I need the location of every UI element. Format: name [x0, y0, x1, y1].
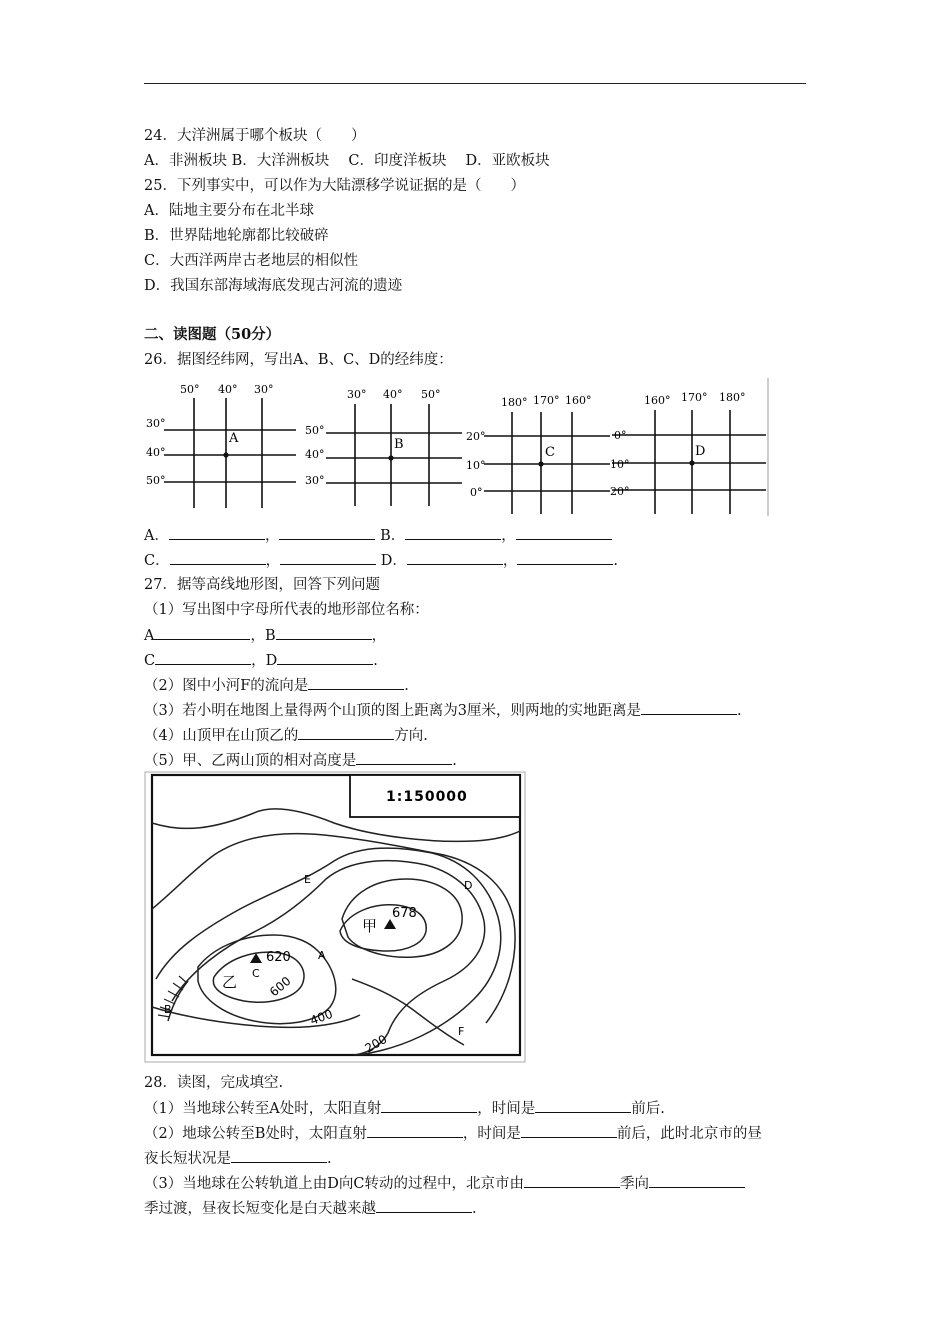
- grid-c-point: C: [545, 445, 555, 460]
- q27-part-5: （5）甲、乙两山顶的相对高度是 .: [144, 750, 457, 771]
- q27-ab-row: A ，B ，: [144, 625, 386, 646]
- answer-blank[interactable]: [367, 1123, 463, 1138]
- grid-c-side-1: 20°: [466, 430, 486, 443]
- q27-part-3: （3）若小明在地图上量得两个山顶的图上距离为3厘米，则两地的实地距离是 .: [144, 700, 742, 721]
- answer-blank[interactable]: [649, 1173, 745, 1188]
- q25-option-d: D．我国东部海域海底发现古河流的遗迹: [144, 278, 403, 294]
- grid-d-side-3: 20°: [610, 485, 630, 498]
- answer-blank[interactable]: [169, 525, 265, 540]
- q27-part-1: （1）写出图中字母所代表的地形部位名称：: [144, 602, 429, 618]
- q25-option-a: A．陆地主要分布在北半球: [144, 203, 314, 219]
- grid-d-side-2: 10°: [610, 458, 630, 471]
- answer-blank[interactable]: [231, 1148, 327, 1163]
- answer-blank[interactable]: [170, 550, 266, 565]
- answer-blank[interactable]: [277, 650, 373, 665]
- q28-stem: 28．读图，完成填空.: [144, 1075, 284, 1091]
- q24-options: A．非洲板块 B．大洋洲板块 C．印度洋板块 D．亚欧板块: [144, 153, 550, 169]
- grid-a-top-2: 40°: [218, 383, 238, 396]
- contour-600-label: 600: [266, 973, 294, 1000]
- map-label-c: C: [252, 967, 260, 980]
- grid-a-point: A: [229, 431, 239, 446]
- grid-b-top-2: 40°: [383, 388, 403, 401]
- q26-answer-row-2: C． ， D． ， .: [144, 550, 618, 571]
- answer-blank[interactable]: [521, 1123, 617, 1138]
- answer-blank[interactable]: [535, 1098, 631, 1113]
- answer-blank[interactable]: [376, 1198, 472, 1213]
- grid-d: [610, 391, 766, 514]
- q25-option-c: C．大西洋两岸古老地层的相似性: [144, 253, 359, 269]
- grid-a-top-1: 50°: [180, 383, 200, 396]
- grid-c-top-1: 180°: [501, 396, 528, 409]
- contour-200-label: 200: [362, 1032, 390, 1056]
- grid-c-top-3: 160°: [565, 394, 592, 407]
- answer-blank[interactable]: [516, 525, 612, 540]
- answer-blank[interactable]: [308, 675, 404, 690]
- grid-c-top-2: 170°: [533, 394, 560, 407]
- map-label-b: B: [164, 1003, 172, 1016]
- peak-jia-label: 甲: [362, 917, 378, 935]
- answer-blank[interactable]: [517, 550, 613, 565]
- answer-blank[interactable]: [154, 625, 250, 640]
- contour-400-label: 400: [308, 1006, 335, 1028]
- map-scale: 1:150000: [386, 789, 468, 805]
- grid-a-side-1: 30°: [146, 417, 166, 430]
- q26-stem: 26．据图经纬网，写出A、B、C、D的经纬度：: [144, 352, 453, 368]
- grid-b-top-1: 30°: [347, 388, 367, 401]
- grid-b: [305, 388, 462, 506]
- peak-jia-elevation: 678: [392, 906, 417, 921]
- map-label-e: E: [304, 873, 311, 886]
- grid-b-side-2: 40°: [305, 448, 325, 461]
- answer-blank[interactable]: [381, 1098, 477, 1113]
- header-rule: [144, 83, 806, 84]
- map-label-f: F: [458, 1025, 465, 1038]
- answer-blank[interactable]: [279, 525, 375, 540]
- answer-blank[interactable]: [280, 550, 376, 565]
- grid-d-point: D: [695, 444, 706, 459]
- grid-a: [146, 383, 296, 508]
- q27-cd-row: C ，D .: [144, 650, 378, 671]
- point-a-dot: [223, 452, 228, 457]
- point-c-dot: [538, 461, 543, 466]
- grid-b-point: B: [394, 437, 404, 452]
- answer-blank[interactable]: [407, 550, 503, 565]
- q27-stem: 27．据等高线地形图，回答下列问题: [144, 577, 380, 593]
- q26-answer-row-1: A． ， B． ，: [144, 525, 612, 546]
- q28-part-2: （2）地球公转至B处时，太阳直射 ，时间是 前后，此时北京市的昼: [144, 1123, 762, 1144]
- map-label-a: A: [318, 949, 326, 962]
- contour-map: [144, 771, 526, 1063]
- answer-blank[interactable]: [155, 650, 251, 665]
- grid-d-top-3: 180°: [719, 391, 746, 404]
- q25-option-b: B．世界陆地轮廓都比较破碎: [144, 228, 329, 244]
- answer-blank[interactable]: [298, 725, 394, 740]
- grid-a-side-2: 40°: [146, 446, 166, 459]
- answer-blank[interactable]: [405, 525, 501, 540]
- grid-d-top-1: 160°: [644, 394, 671, 407]
- grid-a-side-3: 50°: [146, 474, 166, 487]
- grid-d-top-2: 170°: [681, 391, 708, 404]
- answer-blank[interactable]: [276, 625, 372, 640]
- peak-yi-label: 乙: [222, 973, 238, 991]
- grid-b-side-3: 30°: [305, 474, 325, 487]
- graticule-figure: [144, 376, 770, 518]
- grid-c-side-3: 0°: [470, 486, 483, 499]
- q24-stem: 24．大洋洲属于哪个板块（ ）: [144, 128, 366, 144]
- grid-c-side-2: 10°: [466, 459, 486, 472]
- grid-b-top-3: 50°: [421, 388, 441, 401]
- grid-a-top-3: 30°: [254, 383, 274, 396]
- answer-blank[interactable]: [524, 1173, 620, 1188]
- q27-part-2: （2）图中小河F的流向是 .: [144, 675, 409, 696]
- grid-b-side-1: 50°: [305, 424, 325, 437]
- q28-part-3: （3）当地球在公转轨道上由D向C转动的过程中，北京市由 季向: [144, 1173, 745, 1194]
- q25-stem: 25．下列事实中，可以作为大陆漂移学说证据的是（ ）: [144, 178, 525, 194]
- section-title: 二、读图题（50分）: [144, 326, 281, 343]
- grid-d-side-1: 0°: [614, 429, 627, 442]
- peak-yi-elevation: 620: [266, 950, 291, 965]
- q28-part-3-cont: 季过渡，昼夜长短变化是白天越来越 .: [144, 1198, 477, 1219]
- answer-blank[interactable]: [641, 700, 737, 715]
- answer-blank[interactable]: [356, 750, 452, 765]
- point-d-dot: [689, 460, 694, 465]
- grid-c: [466, 394, 610, 514]
- map-label-d: D: [464, 879, 473, 892]
- q28-part-1: （1）当地球公转至A处时，太阳直射 ，时间是 前后.: [144, 1098, 665, 1119]
- q27-part-4: （4）山顶甲在山顶乙的 方向.: [144, 725, 428, 746]
- q28-part-2-cont: 夜长短状况是 .: [144, 1148, 332, 1169]
- point-b-dot: [388, 455, 393, 460]
